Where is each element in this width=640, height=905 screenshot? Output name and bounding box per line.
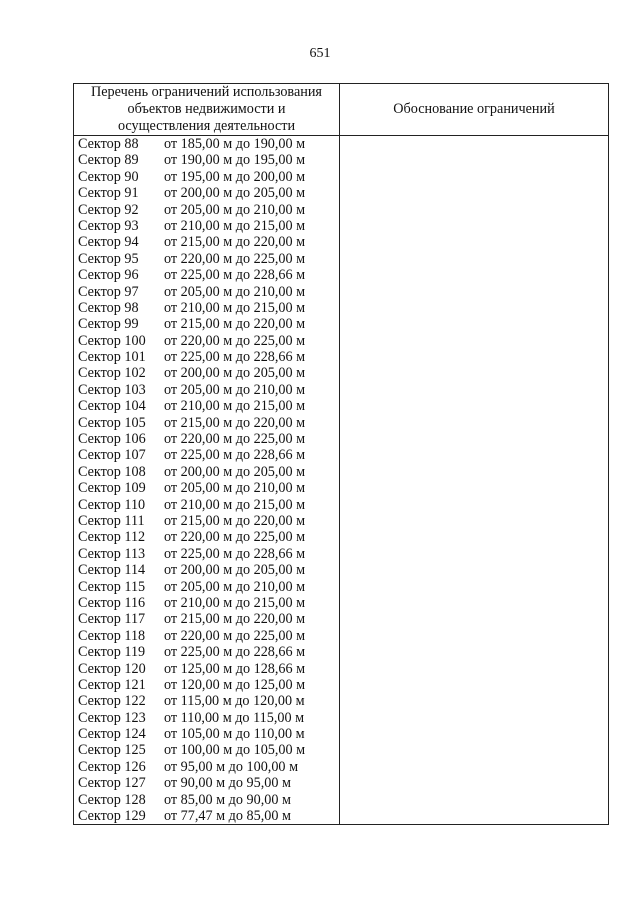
header-left-line-2: объектов недвижимости и [127,101,286,117]
sector-name: Сектор 110 [78,496,146,513]
table-row [74,644,339,660]
sector-range: от 205,00 м до 210,00 м [164,480,306,497]
sector-range: от 210,00 м до 215,00 м [164,217,306,234]
sector-name: Сектор 128 [78,791,146,808]
table-row [74,136,339,152]
sector-range: от 215,00 м до 220,00 м [164,414,306,431]
sector-name: Сектор 116 [78,594,146,611]
sector-name: Сектор 121 [78,676,146,693]
sector-range: от 90,00 м до 95,00 м [164,775,291,792]
table-row [74,497,339,513]
sector-range: от 225,00 м до 228,66 м [164,545,306,562]
sector-name: Сектор 93 [78,217,139,234]
sector-name: Сектор 114 [78,562,146,579]
sector-name: Сектор 103 [78,381,146,398]
sector-range: от 220,00 м до 225,00 м [164,332,306,349]
table-row [74,693,339,709]
table-row [74,808,339,824]
table-row [74,152,339,168]
sector-range: от 195,00 м до 200,00 м [164,168,306,185]
sector-range: от 225,00 м до 228,66 м [164,644,306,661]
table-row [74,333,339,349]
restrictions-table [73,83,609,825]
sector-name: Сектор 127 [78,775,146,792]
sector-name: Сектор 120 [78,660,146,677]
table-row [74,480,339,496]
sector-name: Сектор 102 [78,365,146,382]
table-row [74,628,339,644]
sector-range: от 220,00 м до 225,00 м [164,627,306,644]
sector-name: Сектор 90 [78,168,139,185]
sector-name: Сектор 129 [78,808,146,825]
table-row [74,382,339,398]
sector-name: Сектор 91 [78,185,139,202]
sector-range: от 110,00 м до 115,00 м [164,709,305,726]
sector-name: Сектор 109 [78,480,146,497]
table-row [74,710,339,726]
sector-range: от 200,00 м до 205,00 м [164,562,306,579]
header-left-line-3: осуществления деятельности [117,118,296,134]
sector-range: от 105,00 м до 110,00 м [164,726,305,743]
sector-name: Сектор 123 [78,709,146,726]
sector-range: от 215,00 м до 220,00 м [164,234,306,251]
sector-range: от 77,47 м до 85,00 м [164,808,291,825]
sector-range: от 205,00 м до 210,00 м [164,201,306,218]
sector-range: от 200,00 м до 205,00 м [164,463,306,480]
table-row [74,365,339,381]
header-restrictions-list [74,84,340,136]
table-row [74,316,339,332]
table-row [74,742,339,758]
sector-name: Сектор 117 [78,611,146,628]
sector-name: Сектор 88 [78,136,139,152]
sector-name: Сектор 107 [78,447,146,464]
sector-name: Сектор 115 [78,578,146,595]
sector-name: Сектор 125 [78,742,146,759]
table-row [74,218,339,234]
table-row [74,546,339,562]
justification-cell [340,136,609,825]
sector-range: от 115,00 м до 120,00 м [164,693,305,710]
sector-range: от 205,00 м до 210,00 м [164,283,306,300]
sector-name: Сектор 126 [78,758,146,775]
header-left-line-1: Перечень ограничений использования [91,84,322,100]
sector-name: Сектор 98 [78,299,139,316]
sector-name: Сектор 89 [78,152,139,169]
sector-range: от 185,00 м до 190,00 м [164,136,306,152]
sector-name: Сектор 94 [78,234,139,251]
sector-range: от 215,00 м до 220,00 м [164,512,306,529]
table-row [74,513,339,529]
sector-list-cell [74,136,340,825]
table-row [74,677,339,693]
sector-name: Сектор 97 [78,283,139,300]
sector-range: от 205,00 м до 210,00 м [164,381,306,398]
table-header-row [74,84,609,136]
table-row [74,202,339,218]
table-row [74,759,339,775]
sector-name: Сектор 118 [78,627,146,644]
sector-name: Сектор 104 [78,398,146,415]
table-row [74,267,339,283]
sector-name: Сектор 96 [78,267,139,284]
table-row [74,464,339,480]
sector-name: Сектор 95 [78,250,139,267]
table-row [74,792,339,808]
sector-range: от 220,00 м до 225,00 м [164,431,306,448]
sector-range: от 200,00 м до 205,00 м [164,365,306,382]
header-justification: Обоснование ограничений [340,84,609,136]
table-row [74,562,339,578]
sector-range: от 225,00 м до 228,66 м [164,447,306,464]
sector-range: от 190,00 м до 195,00 м [164,152,306,169]
sector-name: Сектор 112 [78,529,146,546]
sector-name: Сектор 122 [78,693,146,710]
page-number: 651 [309,46,331,61]
sector-name: Сектор 124 [78,726,146,743]
sector-range: от 210,00 м до 215,00 м [164,496,306,513]
table-body-row [74,136,609,825]
sector-range: от 220,00 м до 225,00 м [164,529,306,546]
sector-range: от 210,00 м до 215,00 м [164,594,306,611]
sector-range: от 220,00 м до 225,00 м [164,250,306,267]
sector-range: от 85,00 м до 90,00 м [164,791,291,808]
sector-name: Сектор 100 [78,332,146,349]
table-row [74,611,339,627]
sector-name: Сектор 113 [78,545,146,562]
table-row [74,169,339,185]
sector-range: от 95,00 м до 100,00 м [164,758,299,775]
sector-name: Сектор 119 [78,644,146,661]
table-row [74,251,339,267]
sector-name: Сектор 92 [78,201,139,218]
table-row [74,775,339,791]
sector-range: от 215,00 м до 220,00 м [164,316,306,333]
sector-list [74,136,339,824]
sector-name: Сектор 105 [78,414,146,431]
sector-range: от 225,00 м до 228,66 м [164,267,306,284]
table-row [74,415,339,431]
table-row [74,234,339,250]
table-row [74,431,339,447]
sector-name: Сектор 99 [78,316,139,333]
sector-range: от 100,00 м до 105,00 м [164,742,306,759]
sector-name: Сектор 101 [78,349,146,366]
sector-range: от 205,00 м до 210,00 м [164,578,306,595]
table-row [74,398,339,414]
sector-name: Сектор 111 [78,512,145,529]
table-row [74,595,339,611]
sector-range: от 200,00 м до 205,00 м [164,185,306,202]
sector-range: от 120,00 м до 125,00 м [164,676,306,693]
sector-name: Сектор 108 [78,463,146,480]
sector-range: от 225,00 м до 228,66 м [164,349,306,366]
sector-range: от 210,00 м до 215,00 м [164,398,306,415]
table-row [74,185,339,201]
table-row [74,579,339,595]
sector-name: Сектор 106 [78,431,146,448]
table-row [74,726,339,742]
sector-range: от 210,00 м до 215,00 м [164,299,306,316]
sector-range: от 125,00 м до 128,66 м [164,660,306,677]
table-row [74,349,339,365]
table-row [74,447,339,463]
table-row [74,661,339,677]
table-row [74,284,339,300]
table-row [74,529,339,545]
table-row [74,300,339,316]
sector-range: от 215,00 м до 220,00 м [164,611,306,628]
